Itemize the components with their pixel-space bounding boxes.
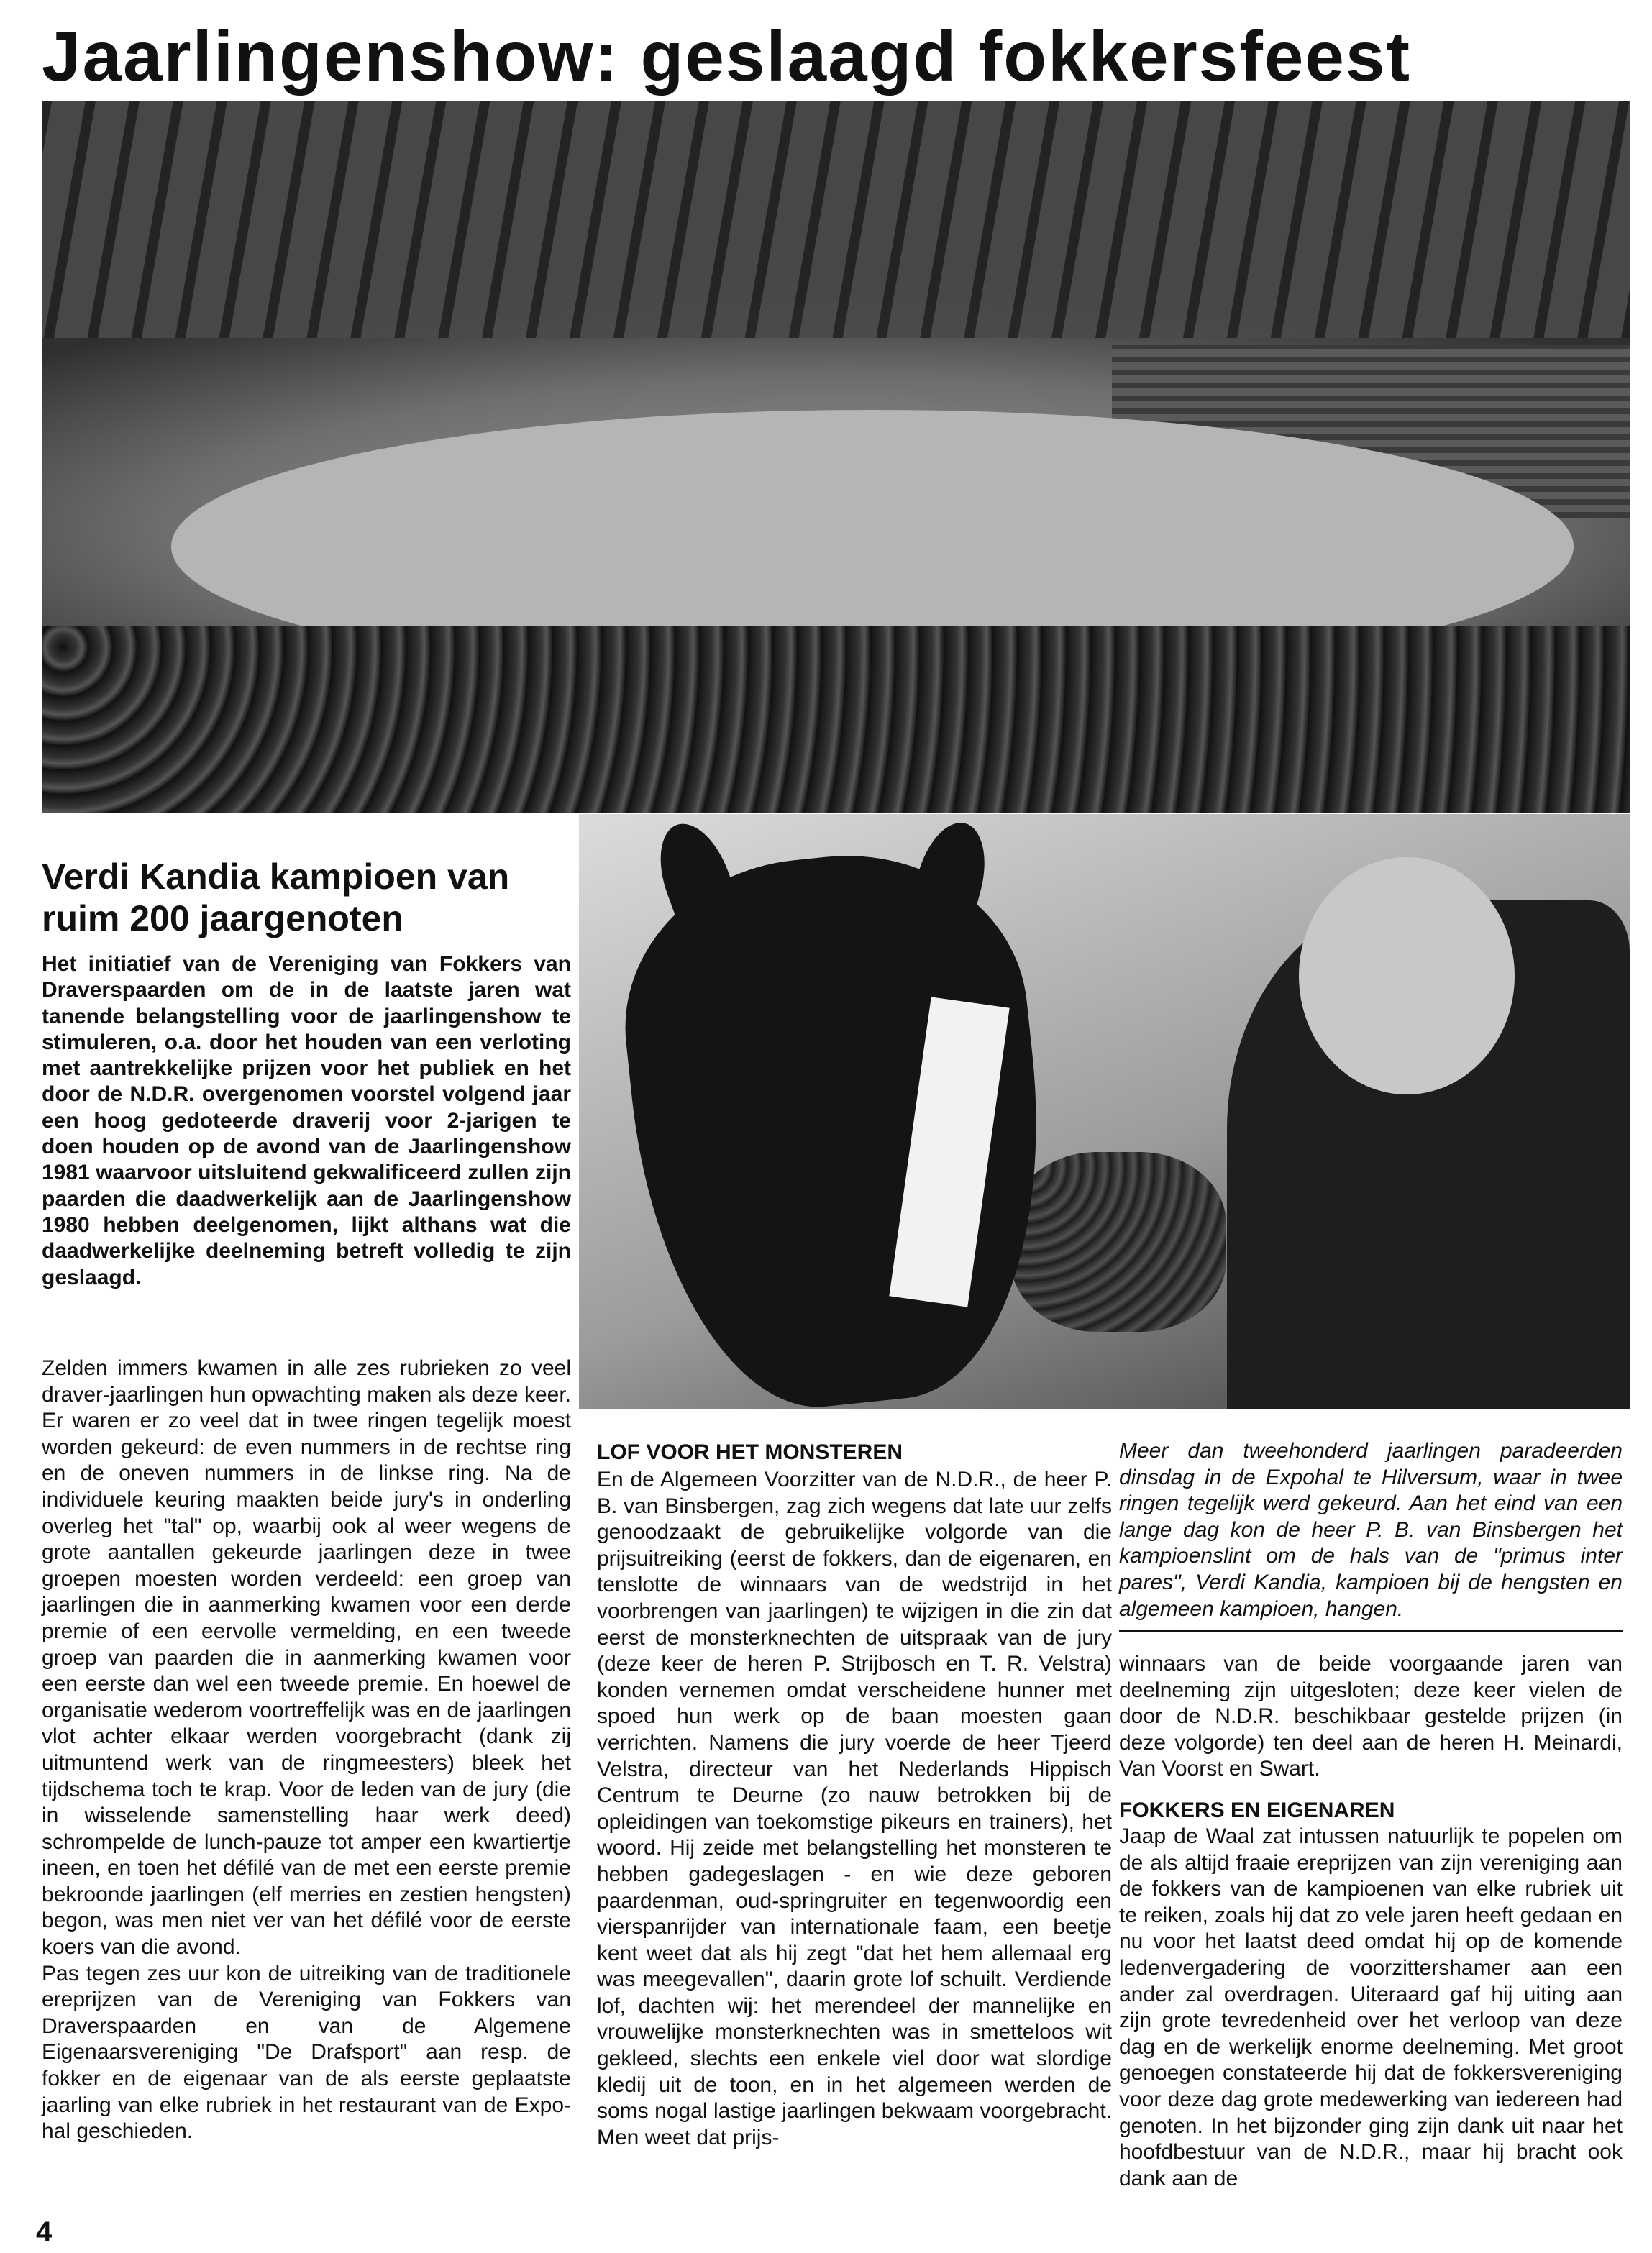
lead-paragraph: Het initiatief van de Vereniging van Fokkers van Draverspaarden om de in de laatste jaren wat tanende belangstelling voor de jaarlingenshow te stimuleren, o.a. door het houden van een verloting met aantrekkelijke prijzen voor het publiek en het door de N.D.R. overgenomen voorstel volgend jaar een hoog gedoteerde draverij voor 2-jarigen te doen houden op de avond van de Jaarlingenshow 1981 waarvoor uitsluitend gekwalificeerd zullen zijn paarden die daadwerkelijk aan de Jaarlingenshow 1980 hebben deelgenomen, lijkt althans wat die daadwerkelijke deelneming betreft volledig te zijn geslaagd. <box>42 952 571 1289</box>
column-1-paragraph: Zelden immers kwamen in alle zes rubrieken zo veel draver-jaarlingen hun opwachting maken als deze keer. Er waren er zo veel dat in twee ringen tegelijk moest worden gekeurd: de even nummers in de rechtse ring en de oneven nummers in de linkse ring. Na de individuele keuring maakten beide jury's in onderling overleg het "tal" op, waarbij ook al weer wegens de grote aantallen gekeurde jaarlingen deze in twee groepen moesten worden verdeeld: een groep van jaarlingen die in aanmerking kwamen voor een derde premie of een eervolle vermelding, en een tweede groep van paarden die in aanmerking kwamen voor een eerste dan wel een tweede premie. En hoewel de organisatie wederom voortreffelijk was en de jaarlingen vlot achter elkaar werden voorgebracht (dank zij uitmuntend werk van de ringmeesters) bleek het tijdschema toch te krap. Voor de leden van de jury (die in wisselende samenstelling haar werk deed) schrompelde de lunch-pauze tot amper een kwartiertje ineen, en toen het défilé van de met een eerste premie bekroonde jaarlingen (elf merries en zestien hengsten) begon, was men niet ver van het défilé voor de eerste koers van die avond. <box>42 1356 571 1960</box>
arena-roof <box>42 101 1630 338</box>
horse-head <box>609 838 1067 1409</box>
column-2-paragraph: En de Algemeen Voorzitter van de N.D.R., de heer P. B. van Binsbergen, zag zich wegens dat late uur zelfs genoodzaakt de gebruikelijke volgorde van die prijsuitreiking (eerst de fokkers, dan de eigenaren, en tenslotte de winnaars van de wedstrijd in het voorbrengen van jaarlingen) te wijzigen in die zin dat eerst de monsterknechten de uitspraak van de jury (deze keer de heren P. Strijbosch en T. R. Velstra) konden vernemen omdat verscheidene hunner met spoed hun werk op de baan moesten gaan verrichten. Namens die jury voerde de heer Tjeerd Velstra, directeur van het Nederlands Hippisch Centrum te Deurne (zo nauw betrokken bij de opleidingen van toekomstige pikeurs en trainers), het woord. Hij zeide met belangstelling het monsteren te hebben gadegeslagen - en wie deze geboren paardenman, oud-springruiter en tegenwoordig een vierspanrijder van internationale faam, een beetje kent weet dat als hij zegt "dat het hem allemaal erg was meegevallen", daarin grote lof schuilt. Verdiende lof, dachten wij: het merendeel der mannelijke en vrouwelijke monsterknechten was in smetteloos wit gekleed, slechts een enkele viel door wat slordige kledij uit de toon, en in het algemeen werden de soms nogal lastige jaarlingen bekwaam voorgebracht. Men weet dat prijs- <box>597 1468 1112 2149</box>
man-head <box>1299 857 1515 1094</box>
column-3-heading: FOKKERS EN EIGENAREN <box>1119 1799 1395 1822</box>
column-1-body <box>42 1356 571 2145</box>
column-2-body <box>597 1467 1112 2151</box>
page-number: 4 <box>36 2216 53 2248</box>
flower-wreath <box>1010 1152 1226 1332</box>
column-3-body <box>1119 1824 1623 2192</box>
section-title: Verdi Kandia kampioen van ruim 200 jaargenoten <box>42 856 510 938</box>
champion-photo <box>579 814 1630 1409</box>
column-2-heading: LOF VOOR HET MONSTEREN <box>597 1440 903 1464</box>
caption-divider <box>1119 1630 1623 1632</box>
arena-photo <box>42 101 1630 813</box>
photo-caption: Meer dan tweehonderd jaarlingen paradeerden dinsdag in de Expohal te Hilversum, waar in twee ringen tegelijk werd gekeurd. Aan het eind van een lange dag kon de heer P. B. van Binsbergen het kampioenslint om de hals van de "primus inter pares", Verdi Kandia, kampioen bij de hengsten en algemeen kampioen, hangen. <box>1119 1439 1623 1621</box>
column-1-paragraph: Pas tegen zes uur kon de uitreiking van de traditionele ereprijzen van de Vereniging van Fokkers van Draverspaarden en van de Algemene Eigenaarsvereniging "De Drafsport" aan resp. de fokker en de eigenaar van de als eerste geplaatste jaarling van elke rubriek in het restaurant van de Expo-hal geschieden. <box>42 1961 571 2144</box>
arena-crowd <box>42 626 1630 813</box>
column-3-paragraph: winnaars van de beide voorgaande jaren van deelneming zijn uitgesloten; deze keer vielen de door de N.D.R. beschikbaar gestelde prijzen (in deze volgorde) ten deel aan de heren H. Meinardi, Van Voorst en Swart. <box>1119 1652 1623 1781</box>
column-3-intro <box>1119 1651 1623 1783</box>
column-3-paragraph: Jaap de Waal zat intussen natuurlijk te popelen om de als altijd fraaie ereprijzen van zijn vereniging aan de fokkers van de kampioenen van elke rubriek uit te reiken, zoals hij dat zo vele jaren heeft gedaan en nu voor het laatst deed omdat hij op de komende ledenvergadering de voorzittershamer aan een ander zal overdragen. Uiteraard gaf hij uiting aan zijn grote tevredenheid over het verloop van deze dag en de werkelijk enorme deelneming. Met groot genoegen constateerde hij dat de fokkersvereniging voor deze dag grote medewerking van iedereen had genoten. In het bijzonder ging zijn dank uit naar het hoofdbestuur van de N.D.R., maar hij bracht ook dank aan de <box>1119 1824 1623 2190</box>
headline: Jaarlingenshow: geslaagd fokkersfeest <box>42 17 1411 96</box>
